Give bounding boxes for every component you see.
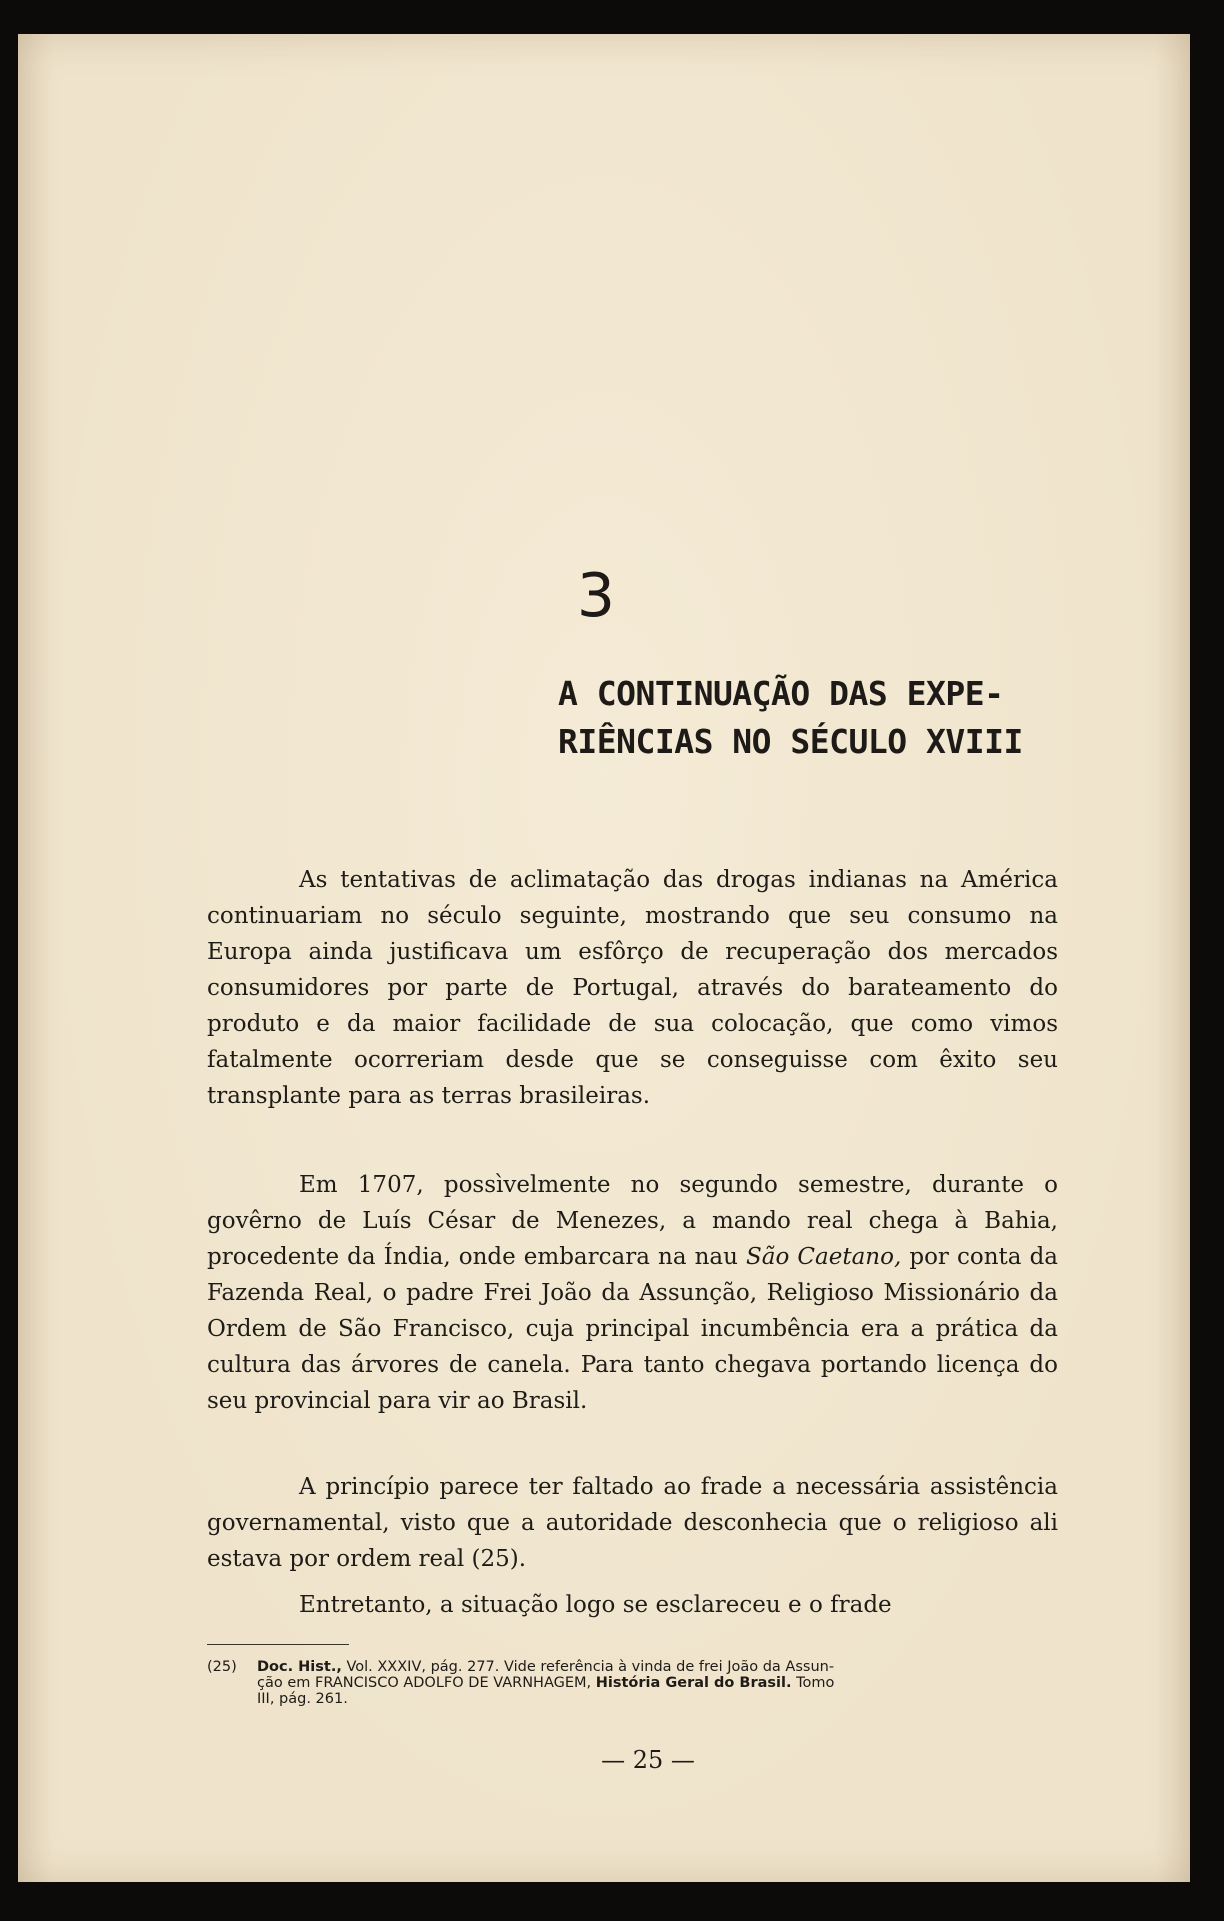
footnote-work-title: História Geral do Brasil. [595, 1675, 792, 1691]
paragraph-1: As tentativas de aclimatação das drogas indianas na América continuariam no século seguinte, mostrando que seu consumo na Europa ainda justificava um esfôrço de recuperação dos mercados consumidores por parte de Portugal, através do barateamento do produto e da maior facilidade de sua colocação, que como vimos fatalmente ocorreriam desde que se conseguisse com êxito seu transplante para as terras brasileiras. [207, 867, 1058, 1109]
footnote-marker: (25) [207, 1659, 237, 1675]
paragraph-2-text-b: por conta da Fazenda Real, o padre Frei João da Assunção, Religioso Missionário da Ordem de São Francisco, cuja principal incumbência era a prática da cultura das árvores de canela. Para tanto chegava portando licença do seu provincial para vir ao Brasil. [207, 1244, 1058, 1414]
chapter-title-line-2: RIÊNCIAS NO SÉCULO XVIII [558, 722, 1023, 761]
footnote-divider [207, 1644, 349, 1645]
paragraph-4: Entretanto, a situação logo se esclareceu e o frade [299, 1592, 892, 1618]
paragraph-3: A princípio parece ter faltado ao frade a necessária assistência governamental, visto que a autoridade desconhecia que o religioso ali estava por ordem real (25). [207, 1474, 1058, 1572]
chapter-number: 3 [576, 561, 616, 631]
footnote-line-2 [207, 1675, 1058, 1691]
chapter-title-line-1: A CONTINUAÇÃO DAS EXPE- [558, 674, 1004, 713]
footnote-text-b: ção em FRANCISCO ADOLFO DE VARNHAGEM, [257, 1675, 596, 1691]
footnote-line-3: III, pág. 261. [257, 1691, 348, 1707]
chapter-title [558, 670, 1058, 766]
paragraph-2 [207, 1167, 1058, 1419]
footnote-text-c: Tomo [791, 1675, 835, 1691]
footnote-source: Doc. Hist., [257, 1659, 342, 1675]
book-page [18, 34, 1190, 1882]
footnote-25 [207, 1659, 1058, 1707]
footnote-text-a: Vol. XXXIV, pág. 277. Vide referência à vinda de frei João da Assun- [341, 1659, 835, 1675]
page-number: — 25 — [601, 1746, 695, 1774]
footnote-line-1 [207, 1659, 1058, 1675]
paragraph-2-text-a: Em 1707, possìvelmente no segundo semestre, durante o govêrno de Luís César de Menezes, a mando real chega à Bahia, procedente da Índia, onde embarcara na nau [207, 1172, 1058, 1270]
ship-name: São Caetano, [746, 1244, 902, 1270]
